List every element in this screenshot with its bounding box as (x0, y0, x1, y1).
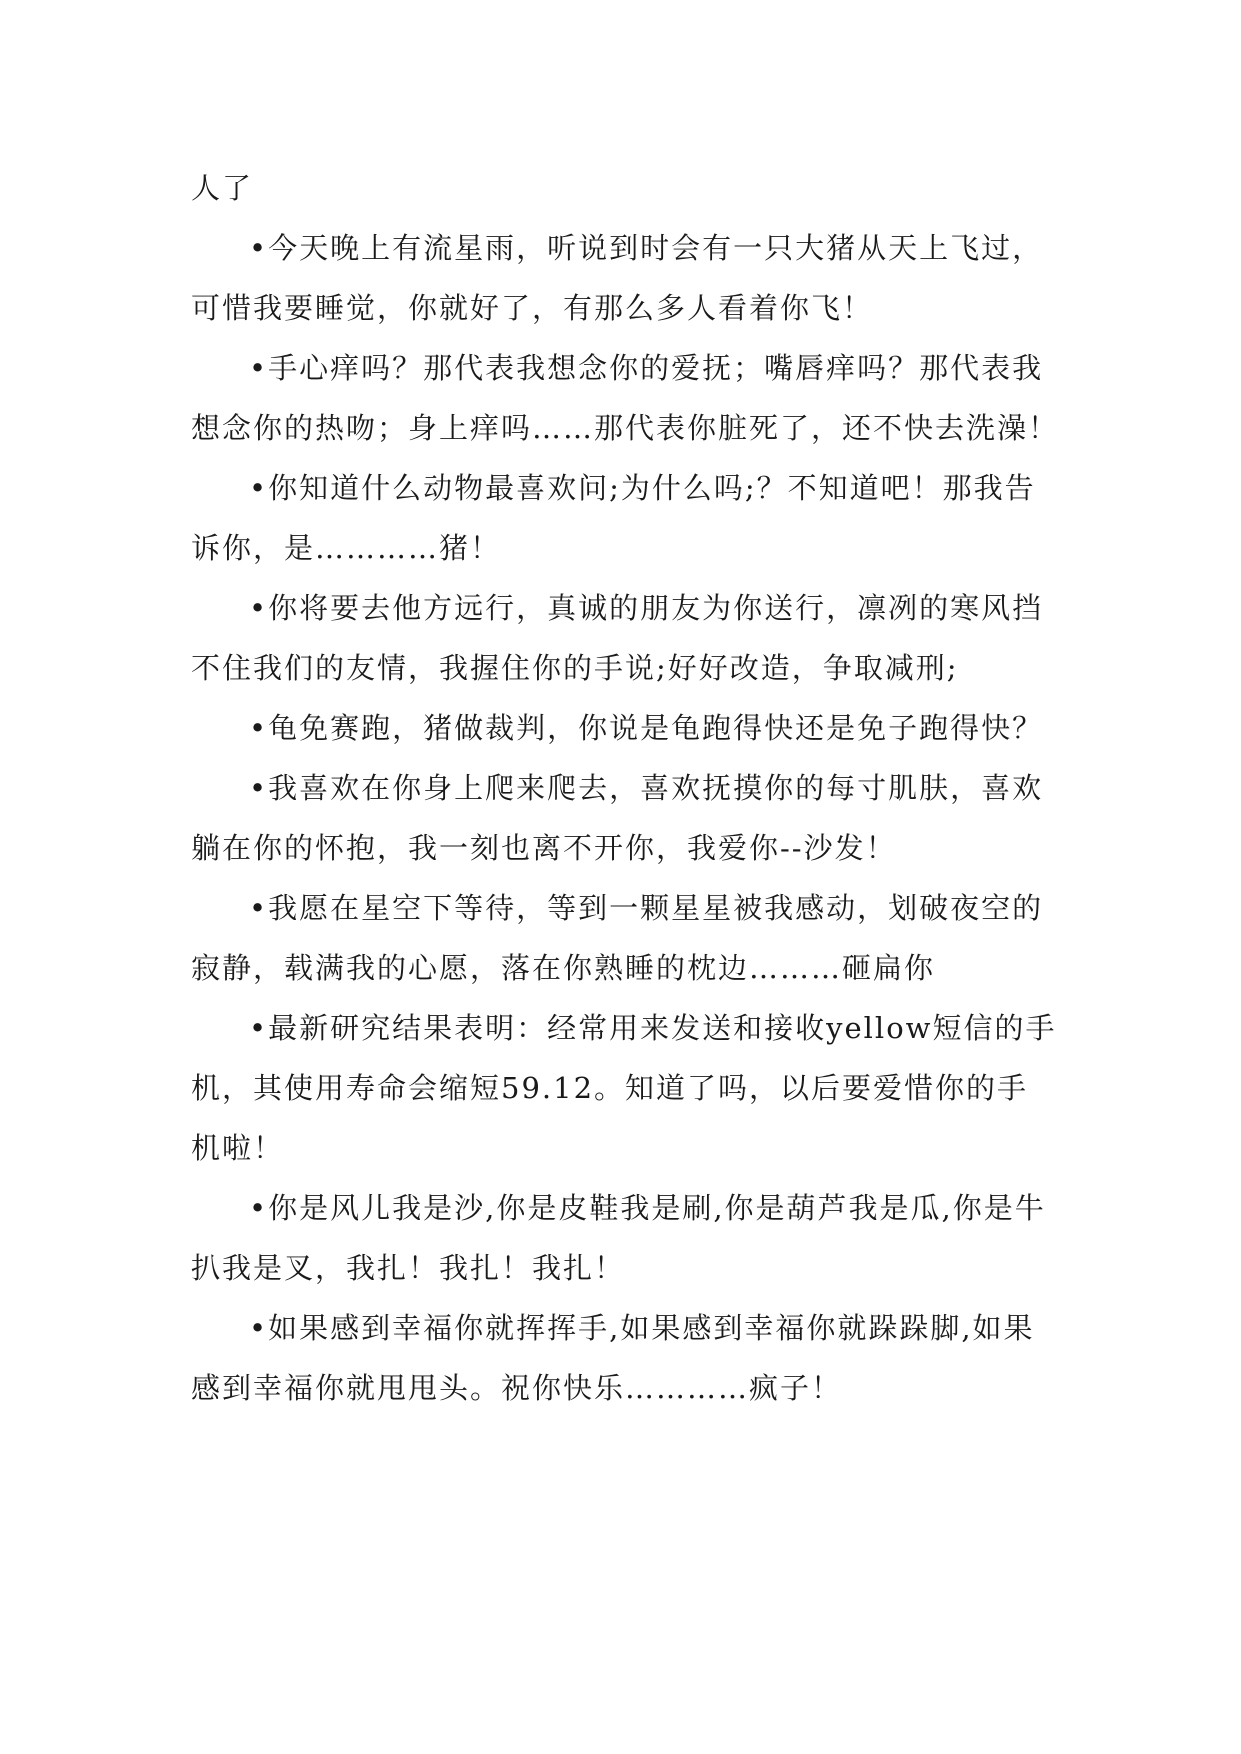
document-body (191, 158, 1059, 1418)
paragraph-itchy-palm: •手心痒吗？那代表我想念你的爱抚；嘴唇痒吗？那代表我想念你的热吻；身上痒吗……那代表你脏死了，还不快去洗澡！ (191, 351, 1060, 445)
paragraph-if-happy: •如果感到幸福你就挥挥手,如果感到幸福你就跺跺脚,如果感到幸福你就甩甩头。祝你快乐…………疯子！ (191, 1311, 1035, 1405)
paragraph-farewell: •你将要去他方远行，真诚的朋友为你送行，凛冽的寒风挡不住我们的友情，我握住你的手说;好好改造，争取减刑; (191, 591, 1044, 685)
paragraph-sofa: •我喜欢在你身上爬来爬去，喜欢抚摸你的每寸肌肤，喜欢躺在你的怀抱，我一刻也离不开你，我爱你--沙发！ (191, 771, 1044, 865)
paragraph-animal-question: •你知道什么动物最喜欢问;为什么吗;？不知道吧！那我告诉你，是…………猪！ (191, 471, 1036, 565)
paragraph-phone-research: •最新研究结果表明：经常用来发送和接收yellow短信的手机，其使用寿命会缩短59.12。知道了吗，以后要爱惜你的手机啦！ (191, 1011, 1057, 1165)
paragraph-tortoise-race: •龟免赛跑，猪做裁判，你说是龟跑得快还是免子跑得快？ (249, 711, 1044, 745)
paragraph-wind-and-sand: •你是风儿我是沙,你是皮鞋我是刷,你是葫芦我是瓜,你是牛扒我是叉，我扎！我扎！我扎！ (191, 1191, 1046, 1285)
paragraph-meteor-shower: •今天晚上有流星雨，听说到时会有一只大猪从天上飞过，可惜我要睡觉，你就好了，有那么多人看着你飞！ (191, 231, 1044, 325)
paragraph-continuation: 人了 (191, 171, 254, 205)
paragraph-starry-sky: •我愿在星空下等待，等到一颗星星被我感动，划破夜空的寂静，载满我的心愿，落在你熟睡的枕边………砸扁你 (191, 891, 1044, 985)
